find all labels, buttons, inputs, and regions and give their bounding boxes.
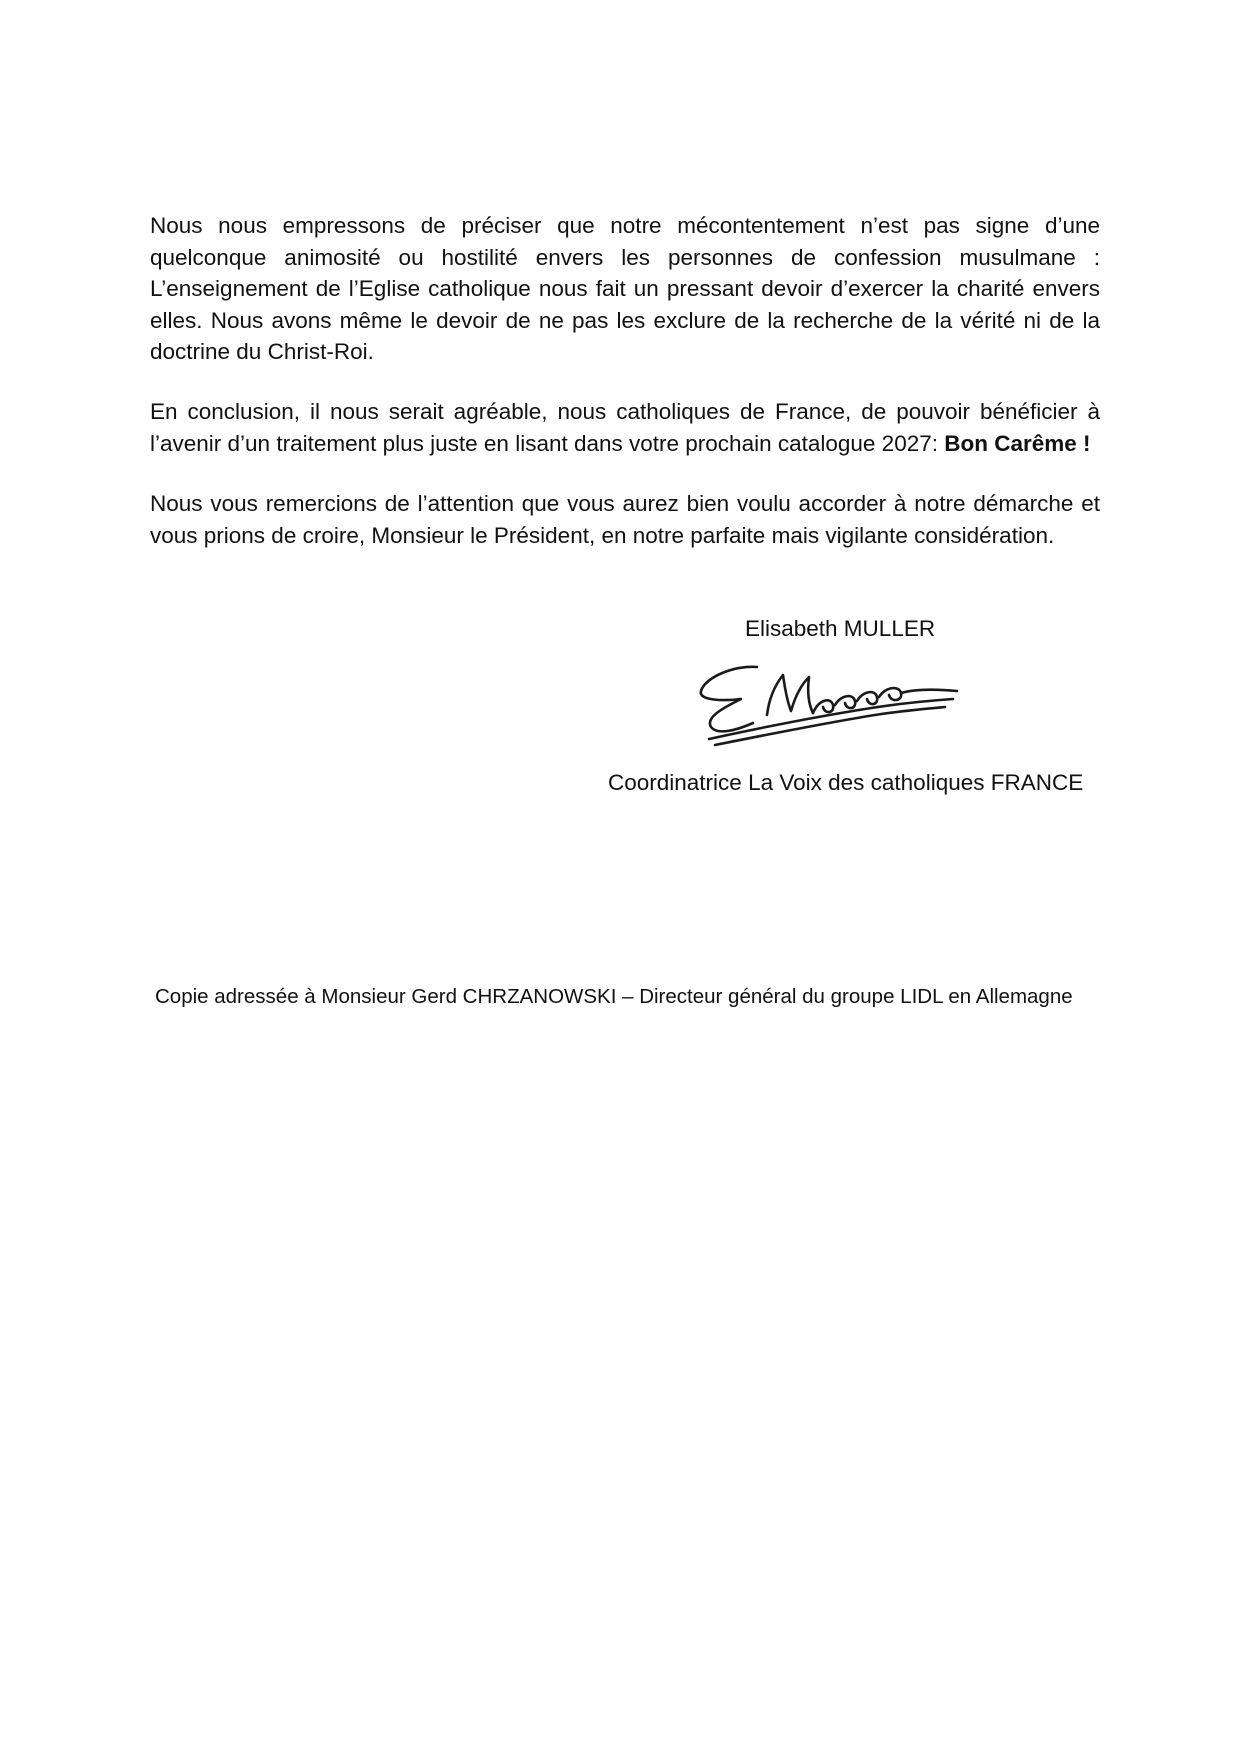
handwritten-signature xyxy=(695,655,975,755)
signatory-title: Coordinatrice La Voix des catholiques FRANCE xyxy=(608,770,1084,795)
paragraph-conclusion-text: En conclusion, il nous serait agréable, nous catholiques de France, de pouvoir bénéficier à l’avenir d’un traitement plus juste en lisant dans votre prochain catalogue 2027: xyxy=(150,399,1100,456)
copy-notice: Copie adressée à Monsieur Gerd CHRZANOWSKI – Directeur général du groupe LIDL en Allemagne xyxy=(155,985,1073,1008)
paragraph-clarification: Nous nous empressons de préciser que notre mécontentement n’est pas signe d’une quelconque animosité ou hostilité envers les personnes de confession musulmane : L’enseignement de l’Eglise catholique nous fait un pressant devoir d’exercer la charité envers elles. Nous avons même le devoir de ne pas les exclure de la recherche de la vérité ni de la doctrine du Christ-Roi. xyxy=(150,213,1100,364)
paragraph-conclusion-bold: Bon Carême ! xyxy=(944,430,1091,456)
signatory-name: Elisabeth MULLER xyxy=(745,616,936,641)
paragraph-closing: Nous vous remercions de l’attention que vous aurez bien voulu accorder à notre démarche et vous prions de croire, Monsieur le Président, en notre parfaite mais vigilante considération. xyxy=(150,491,1100,548)
paragraph-conclusion xyxy=(150,396,1100,459)
